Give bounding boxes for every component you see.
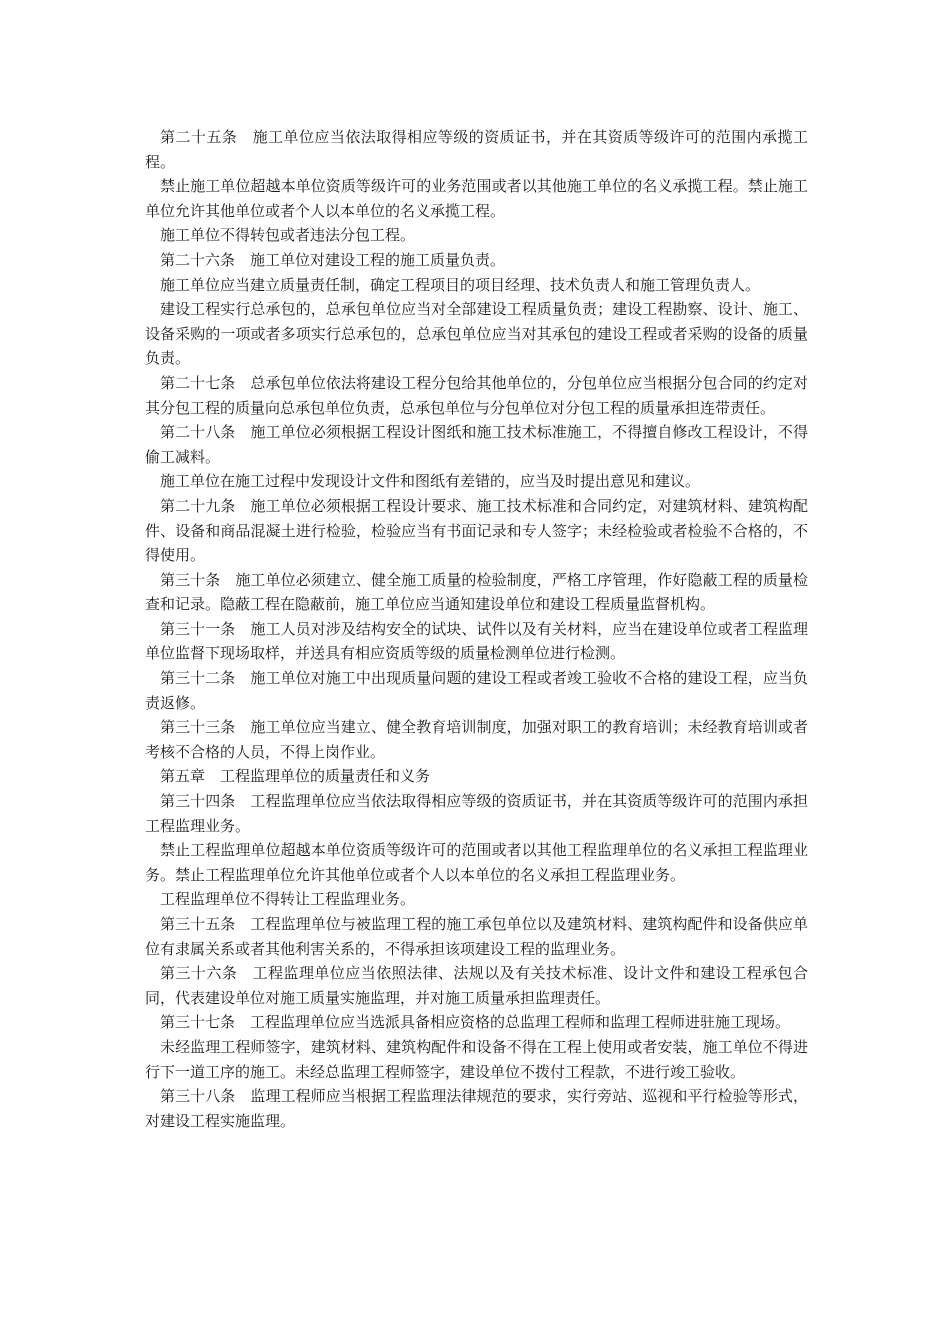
paragraph-art34-transfer: 工程监理单位不得转让工程监理业务。	[160, 890, 416, 909]
chapter-heading: 第五章 工程监理单位的质量责任和义务	[160, 767, 431, 786]
paragraph-art34: 第三十四条 工程监理单位应当依法取得相应等级的资质证书，并在其资质等级许可的范围内承担工程监理业务。	[145, 792, 808, 835]
paragraph-art25: 第二十五条 施工单位应当依法取得相应等级的资质证书，并在其资质等级许可的范围内承揽工程。	[145, 128, 808, 171]
paragraph-art35: 第三十五条 工程监理单位与被监理工程的施工承包单位以及建筑材料、建筑构配件和设备供应单位有隶属关系或者其他利害关系的，不得承担该项建设工程的监理业务。	[145, 915, 808, 958]
paragraph-art34-prohibition: 禁止工程监理单位超越本单位资质等级许可的范围或者以其他工程监理单位的名义承担工程监理业务。禁止工程监理单位允许其他单位或者个人以本单位的名义承担工程监理业务。	[145, 841, 808, 884]
paragraph-art28: 第二十八条 施工单位必须根据工程设计图纸和施工技术标准施工，不得擅自修改工程设计，不得偷工减料。	[145, 423, 808, 466]
paragraph-art25-subcontract: 施工单位不得转包或者违法分包工程。	[160, 226, 416, 245]
paragraph-art32: 第三十二条 施工单位对施工中出现质量问题的建设工程或者竣工验收不合格的建设工程，应当负责返修。	[145, 669, 808, 712]
paragraph-art31: 第三十一条 施工人员对涉及结构安全的试块、试件以及有关材料，应当在建设单位或者工程监理单位监督下现场取样，并送具有相应资质等级的质量检测单位进行检测。	[145, 619, 808, 663]
paragraph-art27: 第二十七条 总承包单位依法将建设工程分包给其他单位的，分包单位应当根据分包合同的约定对其分包工程的质量向总承包单位负责，总承包单位与分包单位对分包工程的质量承担连带责任。	[145, 373, 808, 417]
document-page	[145, 125, 808, 1133]
paragraph-art37: 第三十七条 工程监理单位应当选派具备相应资格的总监理工程师和监理工程师进驻施工现场。	[160, 1013, 791, 1032]
paragraph-art38: 第三十八条 监理工程师应当根据工程监理法律规范的要求，实行旁站、巡视和平行检验等形式，对建设工程实施监理。	[145, 1087, 808, 1130]
paragraph-art33: 第三十三条 施工单位应当建立、健全教育培训制度，加强对职工的教育培训；未经教育培训或者考核不合格的人员，不得上岗作业。	[145, 718, 808, 761]
paragraph-art28-errors: 施工单位在施工过程中发现设计文件和图纸有差错的，应当及时提出意见和建议。	[160, 472, 701, 491]
paragraph-art26-general-contract: 建设工程实行总承包的，总承包单位应当对全部建设工程质量负责；建设工程勘察、设计、施工、设备采购的一项或者多项实行总承包的，总承包单位应当对其承包的建设工程或者采购的设备的质量负责。	[145, 300, 808, 368]
paragraph-art37-signature: 未经监理工程师签字，建筑材料、建筑构配件和设备不得在工程上使用或者安装，施工单位不得进行下一道工序的施工。未经总监理工程师签字，建设单位不拨付工程款，不进行竣工验收。	[145, 1037, 808, 1081]
paragraph-art36: 第三十六条 工程监理单位应当依照法律、法规以及有关技术标准、设计文件和建设工程承包合同，代表建设单位对施工质量实施监理，并对施工质量承担监理责任。	[145, 964, 808, 1007]
paragraph-art26-responsibility: 施工单位应当建立质量责任制，确定工程项目的项目经理、技术负责人和施工管理负责人。	[160, 275, 761, 294]
paragraph-art29: 第二十九条 施工单位必须根据工程设计要求、施工技术标准和合同约定，对建筑材料、建筑构配件、设备和商品混凝土进行检验，检验应当有书面记录和专人签字；未经检验或者检验不合格的，不得使用。	[145, 496, 808, 565]
paragraph-art25-prohibition: 禁止施工单位超越本单位资质等级许可的业务范围或者以其他施工单位的名义承揽工程。禁止施工单位允许其他单位或者个人以本单位的名义承揽工程。	[145, 177, 808, 220]
paragraph-art26: 第二十六条 施工单位对建设工程的施工质量负责。	[160, 250, 506, 269]
paragraph-art30: 第三十条 施工单位必须建立、健全施工质量的检验制度，严格工序管理，作好隐蔽工程的质量检查和记录。隐蔽工程在隐蔽前，施工单位应当通知建设单位和建设工程质量监督机构。	[145, 570, 808, 614]
